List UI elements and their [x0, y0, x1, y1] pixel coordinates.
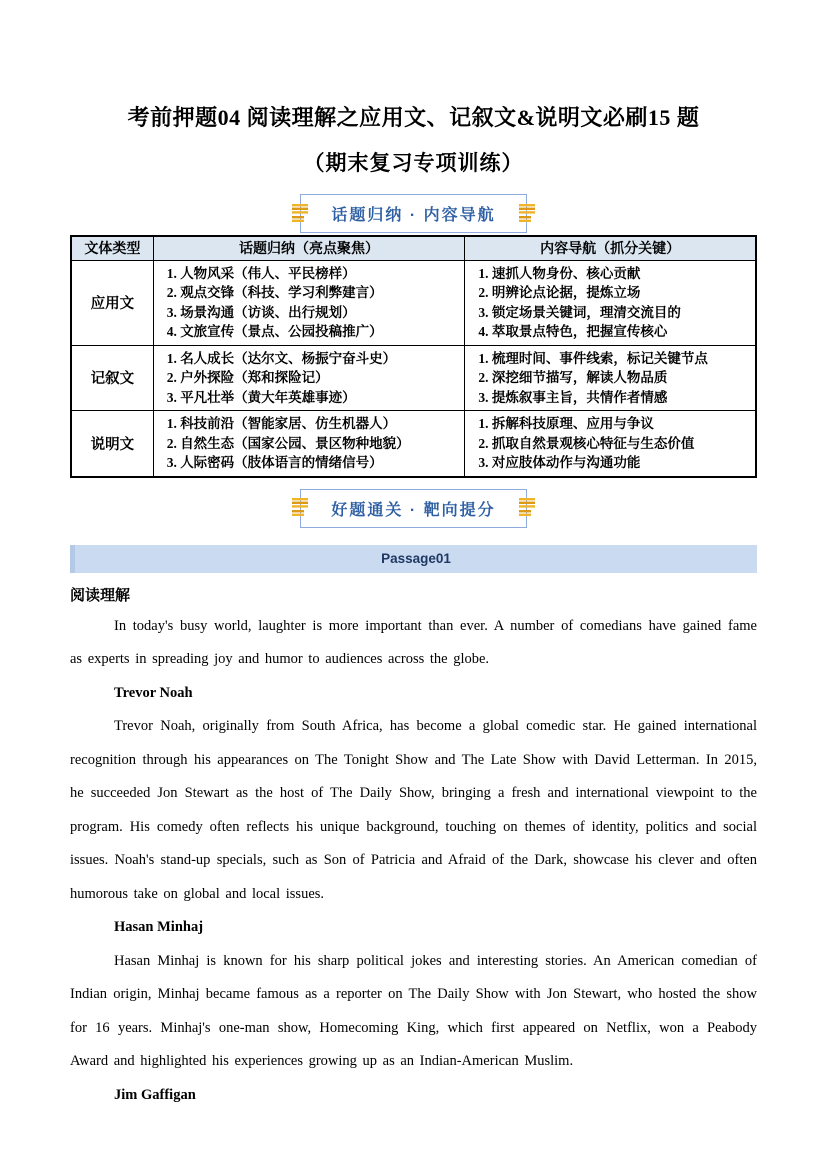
list-item: 1. 速抓人物身份、核心贡献 — [478, 265, 641, 281]
list-item: 3. 锁定场景关键词，理清交流目的 — [478, 304, 681, 320]
banner-title: 好题通关 · 靶向提分 — [331, 501, 496, 519]
topics-cell — [153, 345, 465, 411]
navigation-cell — [465, 345, 756, 411]
list-item: 2. 明辨论点论据，提炼立场 — [478, 285, 641, 300]
document-content — [0, 103, 827, 1112]
passage-header-bar — [70, 545, 757, 573]
page-subtitle: （期末复习专项训练） — [303, 151, 524, 175]
list-item: 3. 平凡壮举（黄大年英雄事迹） — [166, 389, 356, 405]
comedian-heading: Trevor Noah — [114, 684, 193, 701]
list-item: 1. 科技前沿（智能家居、仿生机器人） — [166, 416, 397, 431]
list-item: 4. 萃取景点特色，把握宣传核心 — [478, 324, 668, 339]
topic-summary-table — [70, 235, 757, 478]
table-header-navigation: 内容导航（抓分关键） — [465, 236, 756, 260]
list-item: 1. 梳理时间、事件线索，标记关键节点 — [478, 350, 708, 366]
banner-practice — [70, 489, 757, 528]
list-item: 4. 文旅宣传（景点、公园投稿推广） — [166, 324, 383, 339]
banner-box — [300, 194, 526, 233]
list-item: 2. 观点交锋（科技、学习利弊建言） — [166, 285, 383, 300]
list-item: 3. 人际密码（肢体语言的情绪信号） — [166, 455, 383, 470]
double-bars-icon — [290, 203, 310, 225]
list-item: 3. 对应肢体动作与沟通功能 — [478, 455, 641, 470]
table-row — [71, 260, 756, 345]
topics-cell — [153, 260, 465, 345]
intro-paragraph: In today's busy world, laughter is more important than ever. A number of comedians have gained fame as experts in spreading joy and humor to audiences across the globe. — [70, 617, 757, 667]
navigation-cell — [465, 411, 756, 477]
table-row — [71, 411, 756, 477]
list-item: 3. 提炼叙事主旨，共情作者情感 — [478, 389, 668, 405]
list-item: 1. 拆解科技原理、应用与争议 — [478, 416, 654, 431]
table-header-genre: 文体类型 — [71, 236, 153, 260]
list-item: 1. 名人成长（达尔文、杨振宁奋斗史） — [166, 350, 397, 366]
genre-cell: 应用文 — [71, 260, 153, 345]
list-item: 2. 抓取自然景观核心特征与生态价值 — [478, 435, 695, 451]
comedian-paragraph: Trevor Noah, originally from South Africa, has become a global comedic star. He gained international recognition through his appearances on The Tonight Show and The Late Show with David Letterman. In 2015, he succeeded Jon Stewart as the host of The Daily Show, bringing a fresh and international viewpoint to the program. His comedy often reflects his unique background, touching on themes of identity, politics and social issues. Noah's stand-up specials, such as Son of Patricia and Afraid of the Dark, showcase his clever and often humorous take on global and local issues. — [70, 718, 757, 902]
comedian-paragraph: Hasan Minhaj is known for his sharp political jokes and interesting stories. An American comedian of Indian origin, Minhaj became famous as a reporter on The Daily Show with Jon Stewart, who hosted the show for 16 years. Minhaj's one-man show, Homecoming King, which first appeared on Netflix, won a Peabody Award and highlighted his experiences growing up as an Indian-American Muslim. — [70, 952, 757, 1069]
passage-label: Passage01 — [381, 551, 451, 566]
list-item: 2. 户外探险（郑和探险记） — [166, 370, 329, 385]
double-bars-icon — [517, 497, 537, 519]
list-item: 2. 自然生态（国家公园、景区物种地貌） — [166, 435, 410, 451]
list-item: 2. 深挖细节描写，解读人物品质 — [478, 370, 668, 385]
comedian-heading: Jim Gaffigan — [114, 1086, 196, 1103]
page-title: 考前押题04 阅读理解之应用文、记叙文&说明文必刷15 题 — [127, 105, 700, 130]
table-row — [71, 345, 756, 411]
banner-title: 话题归纳 · 内容导航 — [331, 207, 496, 224]
double-bars-icon — [290, 497, 310, 519]
list-item: 1. 人物风采（伟人、平民榜样） — [166, 265, 356, 281]
reading-section-heading: 阅读理解 — [70, 587, 131, 604]
list-item: 3. 场景沟通（访谈、出行规划） — [166, 304, 356, 320]
comedian-heading: Hasan Minhaj — [114, 919, 204, 935]
genre-cell: 说明文 — [71, 411, 153, 477]
navigation-cell — [465, 260, 756, 345]
table-header-row — [71, 236, 756, 260]
table-header-topics: 话题归纳（亮点聚焦） — [153, 236, 465, 260]
banner-topic-navigation — [70, 194, 757, 233]
double-bars-icon — [517, 203, 537, 225]
banner-box — [300, 489, 526, 528]
genre-cell: 记叙文 — [71, 345, 153, 411]
passage-body — [70, 610, 757, 1113]
topics-cell — [153, 411, 465, 477]
